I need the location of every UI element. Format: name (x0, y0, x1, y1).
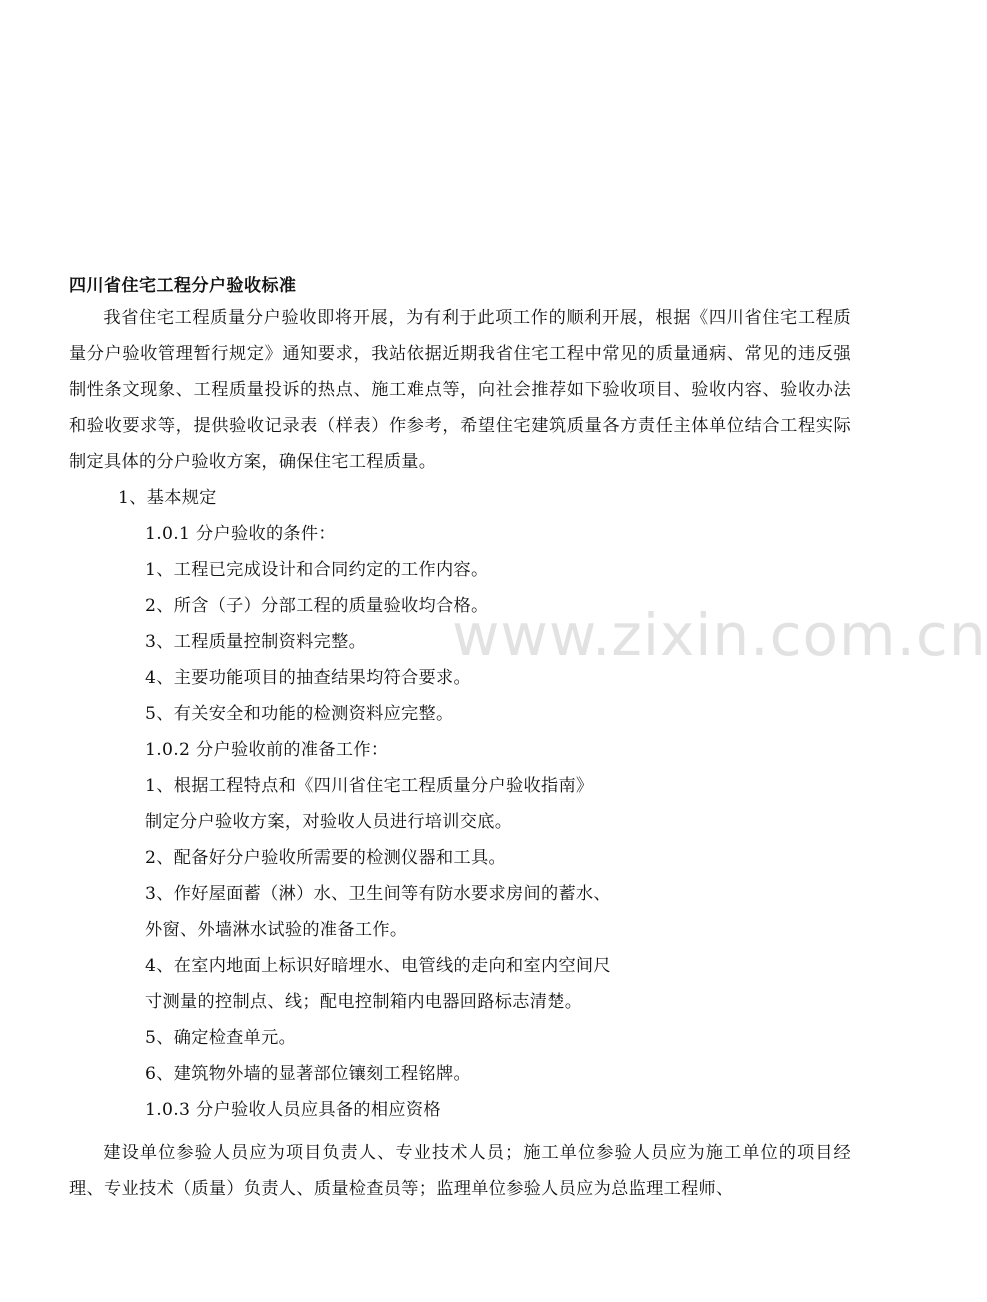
list-item: 6、建筑物外墙的显著部位镶刻工程铭牌。 (145, 1064, 472, 1084)
list-item-continuation: 制定分户验收方案，对验收人员进行培训交底。 (145, 812, 513, 832)
clause-1-0-3: 1.0.3 分户验收人员应具备的相应资格 (145, 1100, 441, 1120)
list-item: 2、配备好分户验收所需要的检测仪器和工具。 (145, 848, 506, 868)
list-item: 3、工程质量控制资料完整。 (145, 632, 367, 652)
list-item: 4、主要功能项目的抽查结果均符合要求。 (145, 668, 472, 688)
list-item-continuation: 寸测量的控制点、线；配电控制箱内电器回路标志清楚。 (145, 992, 583, 1012)
list-item: 3、作好屋面蓄（淋）水、卫生间等有防水要求房间的蓄水、 (145, 884, 611, 904)
list-item: 5、确定检查单元。 (145, 1028, 297, 1048)
clause-1-0-1: 1.0.1 分户验收的条件： (145, 524, 336, 544)
intro-paragraph: 我省住宅工程质量分户验收即将开展，为有利于此项工作的顺利开展，根据《四川省住宅工程质量分户验收管理暂行规定》通知要求，我站依据近期我省住宅工程中常见的质量通病、常见的违反强制性条文现象、工程质量投诉的热点、施工难点等，向社会推荐如下验收项目、验收内容、验收办法和验收要求等，提供验收记录表（样表）作参考，希望住宅建筑质量各方责任主体单位结合工程实际制定具体的分户验收方案，确保住宅工程质量。 (69, 308, 851, 472)
list-item-continuation: 外窗、外墙淋水试验的准备工作。 (145, 920, 408, 940)
closing-paragraph: 建设单位参验人员应为项目负责人、专业技术人员；施工单位参验人员应为施工单位的项目经理、专业技术（质量）负责人、质量检查员等；监理单位参验人员应为总监理工程师、 (69, 1143, 851, 1199)
list-item: 1、根据工程特点和《四川省住宅工程质量分户验收指南》 (145, 776, 594, 796)
list-item: 5、有关安全和功能的检测资料应完整。 (145, 704, 454, 724)
clause-1-0-2: 1.0.2 分户验收前的准备工作： (145, 740, 389, 760)
section-heading-basic-rules: 1、基本规定 (118, 488, 217, 508)
list-item: 2、所含（子）分部工程的质量验收均合格。 (145, 596, 489, 616)
list-item: 4、在室内地面上标识好暗埋水、电管线的走向和室内空间尺 (145, 956, 611, 976)
watermark: www.zixin.com.cn (452, 601, 987, 669)
list-item: 1、工程已完成设计和合同约定的工作内容。 (145, 560, 489, 580)
document-title: 四川省住宅工程分户验收标准 (69, 276, 297, 296)
